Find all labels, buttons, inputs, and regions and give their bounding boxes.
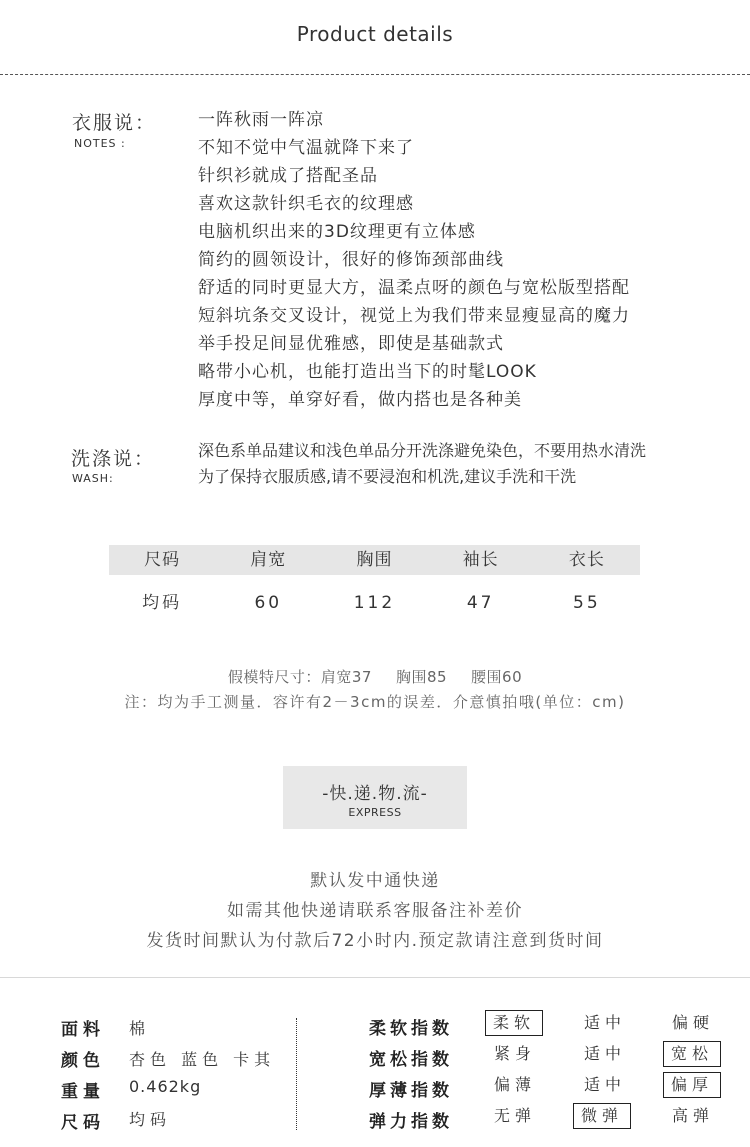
model-bust: 胸围85 bbox=[395, 668, 448, 686]
attr-value: 0.462kg bbox=[129, 1077, 202, 1096]
size-header-cell: 衣长 bbox=[568, 550, 605, 570]
attr-label: 面料 bbox=[61, 1020, 105, 1040]
size-header-cell: 尺码 bbox=[144, 550, 181, 570]
model-waist: 腰围60 bbox=[471, 668, 523, 686]
express-subtitle: EXPRESS bbox=[348, 806, 402, 819]
wash-line: 深色系单品建议和浅色单品分开洗涤避免染色，不要用热水清洗 bbox=[198, 441, 647, 460]
size-cell: 均码 bbox=[142, 593, 183, 613]
index-label: 柔软指数 bbox=[369, 1019, 453, 1039]
size-header-cell: 袖长 bbox=[462, 550, 499, 570]
attr-label: 颜色 bbox=[61, 1051, 105, 1071]
attr-value: 杏色 蓝色 卡其 bbox=[129, 1050, 276, 1069]
wash-text bbox=[198, 438, 646, 490]
index-label: 厚薄指数 bbox=[369, 1081, 453, 1101]
measure-note: 注：均为手工测量．容许有2－3cm的误差．介意慎拍哦(单位：cm) bbox=[124, 693, 626, 711]
attr-value: 棉 bbox=[129, 1019, 151, 1038]
notes-line: 电脑机织出来的3D纹理更有立体感 bbox=[198, 222, 476, 242]
header-divider bbox=[0, 74, 750, 75]
express-line: 发货时间默认为付款后72小时内.预定款请注意到货时间 bbox=[146, 931, 604, 951]
notes-line: 举手投足间显优雅感，即使是基础款式 bbox=[198, 334, 504, 354]
size-table bbox=[109, 545, 640, 625]
wash-label: 洗涤说： bbox=[71, 448, 156, 470]
section-divider bbox=[0, 977, 750, 978]
attr-value: 均码 bbox=[129, 1110, 172, 1129]
notes-line: 舒适的同时更显大方，温柔点呀的颜色与宽松版型搭配 bbox=[198, 278, 630, 298]
column-divider bbox=[296, 1018, 297, 1130]
wash-line: 为了保持衣服质感,请不要浸泡和机洗,建议手洗和干洗 bbox=[198, 467, 577, 486]
index-option: 紧身 bbox=[493, 1044, 536, 1063]
index-label: 弹力指数 bbox=[369, 1112, 453, 1132]
index-label: 宽松指数 bbox=[369, 1050, 453, 1070]
notes-line: 不知不觉中气温就降下来了 bbox=[198, 138, 414, 158]
index-option-selected: 微弹 bbox=[573, 1103, 631, 1129]
index-option-selected: 宽松 bbox=[663, 1041, 721, 1067]
page-title: Product details bbox=[296, 22, 454, 46]
express-line: 如需其他快递请联系客服备注补差价 bbox=[227, 901, 523, 921]
size-header-cell: 胸围 bbox=[356, 550, 393, 570]
index-option: 高弹 bbox=[671, 1106, 714, 1125]
size-cell: 112 bbox=[353, 593, 396, 613]
notes-line: 短斜坑条交叉设计，视觉上为我们带来显瘦显高的魔力 bbox=[198, 306, 630, 326]
size-cell: 55 bbox=[573, 593, 601, 613]
express-title: -快.递.物.流- bbox=[322, 784, 428, 804]
express-line: 默认发中通快递 bbox=[310, 871, 440, 891]
size-header-cell: 肩宽 bbox=[250, 550, 287, 570]
notes-line: 一阵秋雨一阵凉 bbox=[198, 110, 324, 130]
size-cell: 47 bbox=[466, 593, 495, 613]
notes-line: 略带小心机，也能打造出当下的时髦LOOK bbox=[198, 362, 537, 382]
index-option: 偏硬 bbox=[671, 1013, 714, 1032]
wash-label-en: WASH: bbox=[72, 472, 114, 485]
model-prefix: 假模特尺寸： bbox=[227, 668, 321, 686]
notes-text bbox=[198, 106, 630, 414]
notes-label: 衣服说： bbox=[72, 112, 157, 134]
index-option: 适中 bbox=[583, 1044, 626, 1063]
index-option-selected: 偏厚 bbox=[663, 1072, 721, 1098]
index-option: 适中 bbox=[583, 1013, 626, 1032]
notes-line: 简约的圆领设计，很好的修饰颈部曲线 bbox=[198, 250, 504, 270]
notes-line: 厚度中等，单穿好看，做内搭也是各种美 bbox=[198, 390, 522, 410]
attr-label: 重量 bbox=[61, 1082, 105, 1102]
attr-label: 尺码 bbox=[61, 1113, 105, 1133]
model-size bbox=[0, 666, 750, 687]
notes-label-en: NOTES : bbox=[74, 137, 126, 150]
express-header bbox=[283, 766, 467, 829]
notes-line: 针织衫就成了搭配圣品 bbox=[198, 166, 378, 186]
model-shoulder: 肩宽37 bbox=[320, 668, 372, 686]
index-option: 偏薄 bbox=[493, 1075, 536, 1094]
table-row bbox=[109, 575, 640, 625]
index-option: 适中 bbox=[583, 1075, 626, 1094]
notes-line: 喜欢这款针织毛衣的纹理感 bbox=[198, 194, 414, 214]
index-option: 无弹 bbox=[493, 1106, 536, 1125]
size-cell: 60 bbox=[254, 593, 283, 613]
size-table-header bbox=[109, 545, 640, 575]
index-option-selected: 柔软 bbox=[485, 1010, 543, 1036]
